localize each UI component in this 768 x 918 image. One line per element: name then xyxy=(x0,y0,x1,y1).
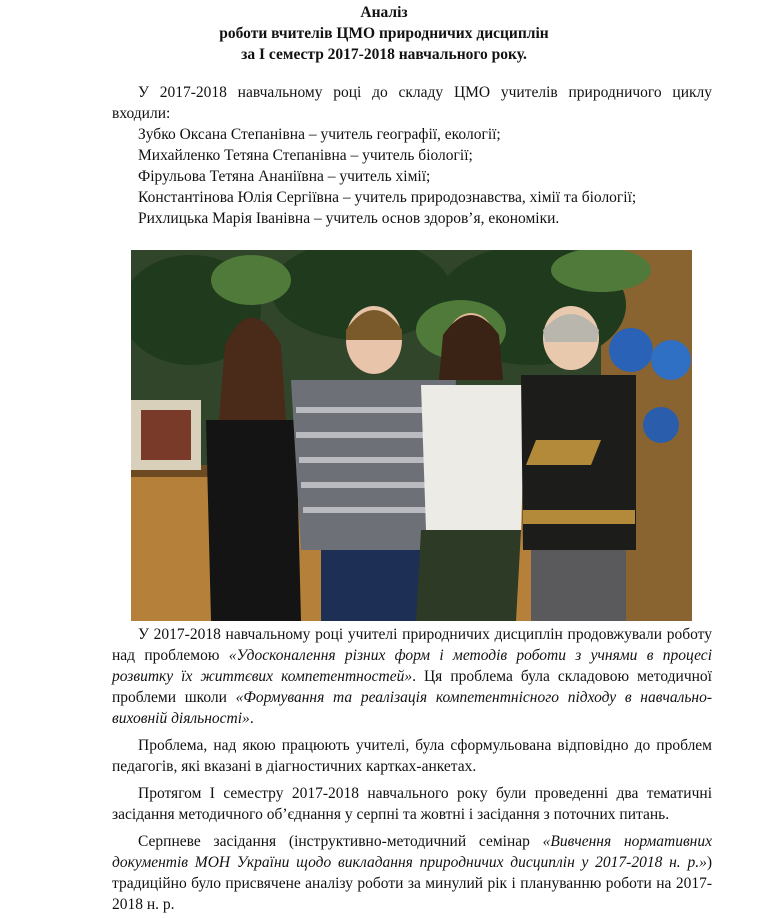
doc-subtitle: роботи вчителів ЦМО природничих дисциплін xyxy=(219,25,549,42)
p5-text-a: Серпневе засідання (інструктивно-методичний семінар xyxy=(138,833,543,850)
p5-text-c: ) традиційно було присвячене аналізу роботи за минулий рік і плануванню роботи на 2017-2018 н. р. xyxy=(112,854,712,913)
p2-text-a: У 2017-2018 навчальному році учителі природничих дисциплін продовжували роботу над проблемою xyxy=(112,626,712,664)
doc-period: за І семестр 2017-2018 навчального року. xyxy=(241,46,527,63)
member-line-3: Фірульова Тетяна Ананіївна – учитель хімії; xyxy=(138,168,431,185)
paragraph-problem xyxy=(112,624,712,729)
document-header xyxy=(0,2,768,65)
group-photo xyxy=(131,250,692,621)
p2-quote-school: «Формування та реалізація компетентнісного підходу в навчально-виховній діяльності» xyxy=(112,689,712,727)
member-line-1: Зубко Оксана Степанівна – учитель географії, екології; xyxy=(138,126,501,143)
paragraph-meetings: Протягом І семестру 2017-2018 навчального року були проведенні два тематичні засідання методичного об’єднання у серпні та жовтні і засідання з поточних питань. xyxy=(112,785,712,823)
member-line-5: Рихлицька Марія Іванівна – учитель основ здоров’я, економіки. xyxy=(138,210,560,227)
p2-text-e: . xyxy=(249,710,254,727)
p2-text-c: . Ця проблема була складовою методичної проблеми школи xyxy=(112,668,712,706)
member-line-4: Константінова Юлія Сергіївна – учитель природознавства, хімії та біології; xyxy=(138,189,637,206)
intro-section xyxy=(112,82,712,229)
member-line-2: Михайленко Тетяна Степанівна – учитель біології; xyxy=(138,147,473,164)
paragraph-formulation: Проблема, над якою працюють учителі, була сформульована відповідно до проблем педагогів, які вказані в діагностичних картках-анкетах. xyxy=(112,737,712,775)
intro-paragraph: У 2017-2018 навчальному році до складу ЦМО учителів природничого циклу входили: xyxy=(112,84,712,122)
doc-title: Аналіз xyxy=(360,4,408,21)
p2-quote-problem: «Удосконалення різних форм і методів роботи з учнями в процесі розвитку їх життєвих компетентностей» xyxy=(112,647,712,685)
group-photo-illustration xyxy=(131,250,692,621)
body-section xyxy=(112,624,712,915)
paragraph-august xyxy=(112,831,712,915)
p5-quote-seminar: «Вивчення нормативних документів МОН України щодо викладання природничих дисциплін у 2017-2018 н. р.» xyxy=(112,833,712,871)
